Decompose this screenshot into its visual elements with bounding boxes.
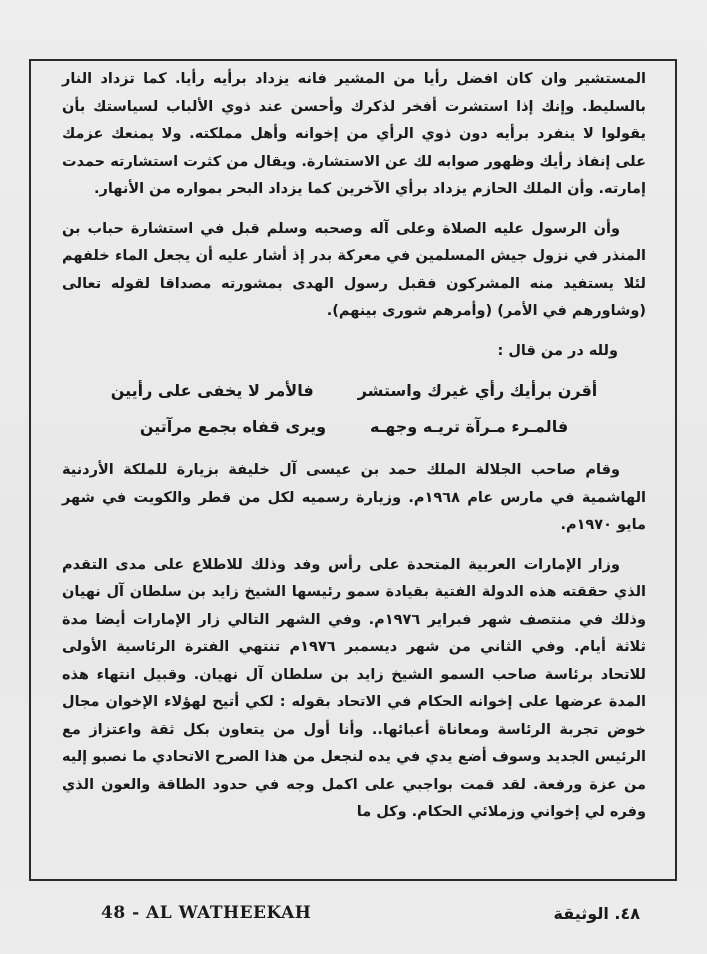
- poem-verses: [62, 373, 646, 445]
- paragraph-consultation: المستشير وان كان افضل رأيا من المشير فانه يزداد برأيه رأيا. كما تزداد النار بالسليط. وإنك إذا استشرت أفخر لذكرك وأحسن عند ذوي الألباب لسياستك بأن يقولوا لا ينفرد برأيه دون ذوي الرأي من إخوانه وأهل مملكته. ولا يمنعك عزمك على إنفاذ رأيك وظهور صوابه لك عن الاستشارة. ويقال من كثرت استشارته حمدت إمارته. وأن الملك الحازم يزداد برأي الآخرين كما يزداد البحر بمواره من الأنهار.: [62, 71, 646, 197]
- paragraph-royal-visits: وقام صاحب الجلالة الملك حمد بن عيسى آل خليفة بزيارة للملكة الأردنية الهاشمية في مارس عام ١٩٦٨م. وزيارة رسميه لكل من قطر والكويت في شهر مايو ١٩٧٠م.: [62, 462, 646, 533]
- footer-page-number-arabic: ٤٨. الوثيقة: [553, 903, 640, 923]
- page-footer: [29, 898, 678, 928]
- paragraph-uae-visit: وزار الإمارات العربية المتحدة على رأس وفد وذلك للاطلاع على مدى التقدم الذي حققته هذه الدولة الفتية بقيادة سمو رئيسها الشيخ زايد بن سلطان آل نهيان وذلك في منتصف شهر فبراير ١٩٧٦م. وفي الشهر التالي زار الإمارات أيضا مدة ثلاثة أيام. وفي الثاني من شهر ديسمبر ١٩٧٦م تنتهي الفترة الرئاسية الأولى للاتحاد برئاسة صاحب السمو الشيخ زايد بن سلطان آل نهيان. وقبيل انتهاء هذه المدة عرضها على إخوانه الحكام في الاتحاد بقوله : لكي أتيح لهؤلاء الإخوان مجال خوض تجربة الرئاسة ومعاناة أعبائها.. وأنا أول من يتعاون بكل ثقة واعتزاز مع الرئيس الجديد وسوف أضع يدي في يده لنجعل من هذا الصرح الاتحادي ما نصبو إليه من عزة ورفعة. لقد قمت بواجبي على اكمل وجه في حدود الطاقة والعون الذي وفره لي إخواني وزملائي الحكام. وكل ما: [62, 556, 646, 820]
- poem-verse-1: [62, 373, 646, 409]
- poem-intro: ولله در من قال :: [497, 342, 618, 359]
- verse-1-second-half: فالأمر لا يخفى على رأيين: [110, 381, 314, 401]
- article-body: [62, 66, 646, 827]
- poem-verse-2: [62, 409, 646, 445]
- footer-page-number-english: 48 - AL WATHEEKAH: [101, 903, 312, 923]
- verse-2-first-half: فالمـرء مـرآة تريـه وجهـه: [370, 417, 569, 437]
- verse-1-first-half: أقرن برأيك رأي غيرك واستشر: [357, 381, 598, 401]
- paragraph-prophet-consultation: وأن الرسول عليه الصلاة وعلى آله وصحبه وسلم قبل في استشارة حباب بن المنذر في نزول جيش المسلمين في معركة بدر إذ أشار عليه أن يجعل الماء خلفهم لئلا يستفيد منه المشركون فقبل رسول الهدى بمشورته مصداقا لقوله تعالى (وشاورهم في الأمر) (وأمرهم شورى بينهم).: [62, 220, 646, 319]
- verse-2-second-half: ويرى قفاه بجمع مرآتين: [139, 417, 327, 437]
